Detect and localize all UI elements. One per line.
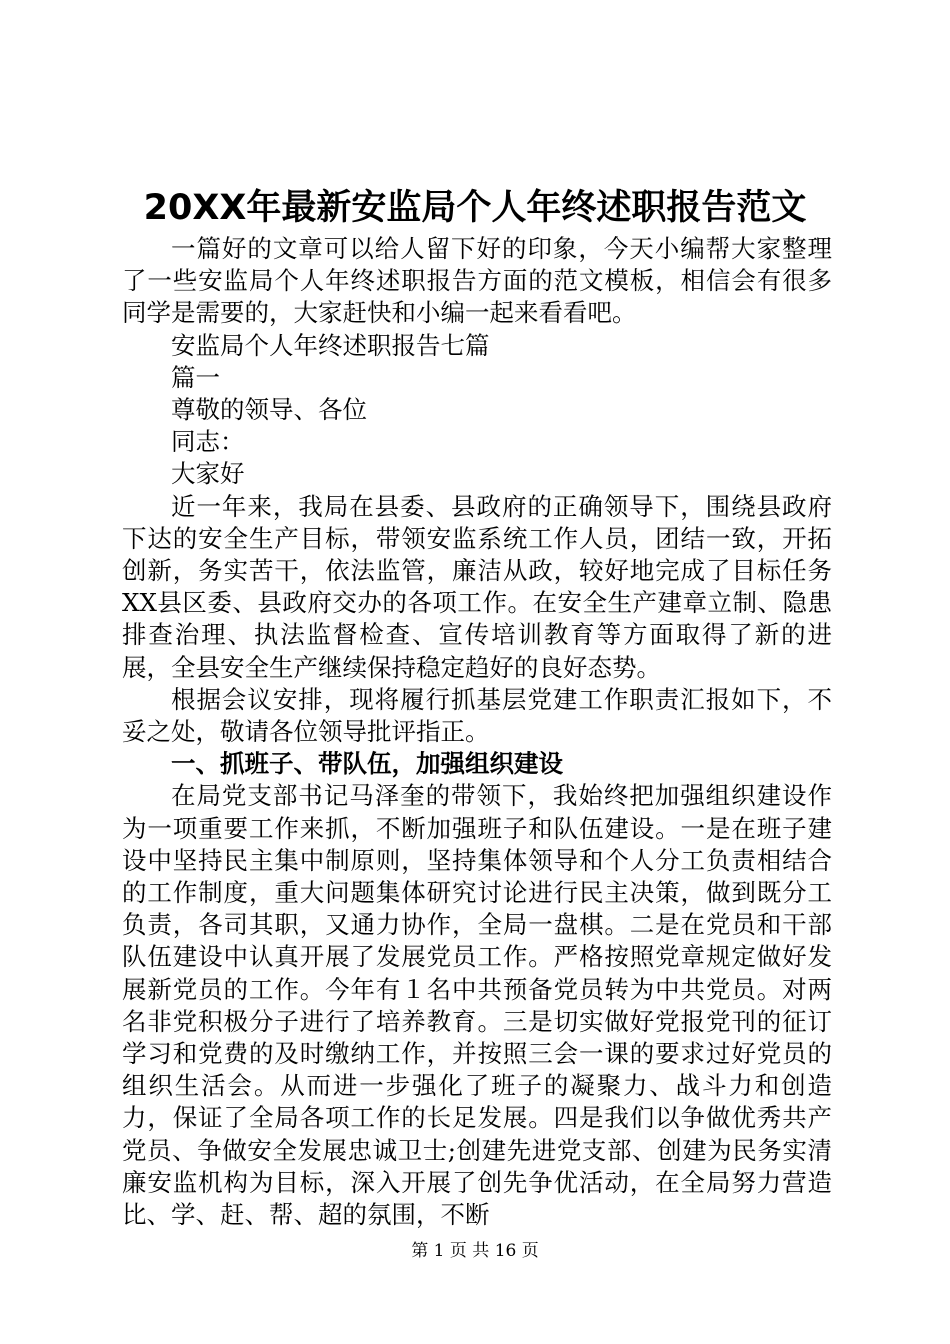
document-title: 20XX年最新安监局个人年终述职报告范文 [143, 188, 807, 228]
body-paragraph: 近一年来，我局在县委、县政府的正确领导下，围绕县政府下达的安全生产目标，带领安监系统工作人员，团结一致，开拓创新，务实苦干，依法监管，廉洁从政，较好地完成了目标任务XX县区委、县政府交办的各项工作。在安全生产建章立制、隐患排查治理、执法监督检查、宣传培训教育等方面取得了新的进展，全县安全生产继续保持稳定趋好的良好态势。 [122, 491, 832, 682]
report-collection-title: 安监局个人年终述职报告七篇 [171, 330, 490, 360]
document-body [122, 233, 832, 1231]
page-number: 第 1 页 共 16 页 [411, 1241, 539, 1261]
salutation: 尊敬的领导、各位 [171, 395, 367, 425]
intro-paragraph: 一篇好的文章可以给人留下好的印象，今天小编帮大家整理了一些安监局个人年终述职报告方面的范文模板，相信会有很多同学是需要的，大家赶快和小编一起来看看吧。 [122, 234, 832, 328]
section-heading: 一、抓班子、带队伍，加强组织建设 [171, 749, 563, 779]
section-label: 篇一 [171, 362, 220, 392]
body-paragraph: 在局党支部书记马泽奎的带领下，我始终把加强组织建设作为一项重要工作来抓，不断加强班子和队伍建设。一是在班子建设中坚持民主集中制原则，坚持集体领导和个人分工负责相结合的工作制度，重大问题集体研究讨论进行民主决策，做到既分工负责，各司其职，又通力协作，全局一盘棋。二是在党员和干部队伍建设中认真开展了发展党员工作。严格按照党章规定做好发展新党员的工作。今年有１名中共预备党员转为中共党员。对两名非党积极分子进行了培养教育。三是切实做好党报党刊的征订学习和党费的及时缴纳工作，并按照三会一课的要求过好党员的组织生活会。从而进一步强化了班子的凝聚力、战斗力和创造力，保证了全局各项工作的长足发展。四是我们以争做优秀共产党员、争做安全发展忠诚卫士;创建先进党支部、创建为民务实清廉安监机构为目标，深入开展了创先争优活动，在全局努力营造比、学、赶、帮、超的氛围，不断 [122, 781, 832, 1230]
salutation-continued: 同志： [171, 427, 245, 457]
greeting: 大家好 [171, 459, 245, 489]
body-paragraph: 根据会议安排，现将履行抓基层党建工作职责汇报如下，不妥之处，敬请各位领导批评指正。 [122, 684, 832, 747]
